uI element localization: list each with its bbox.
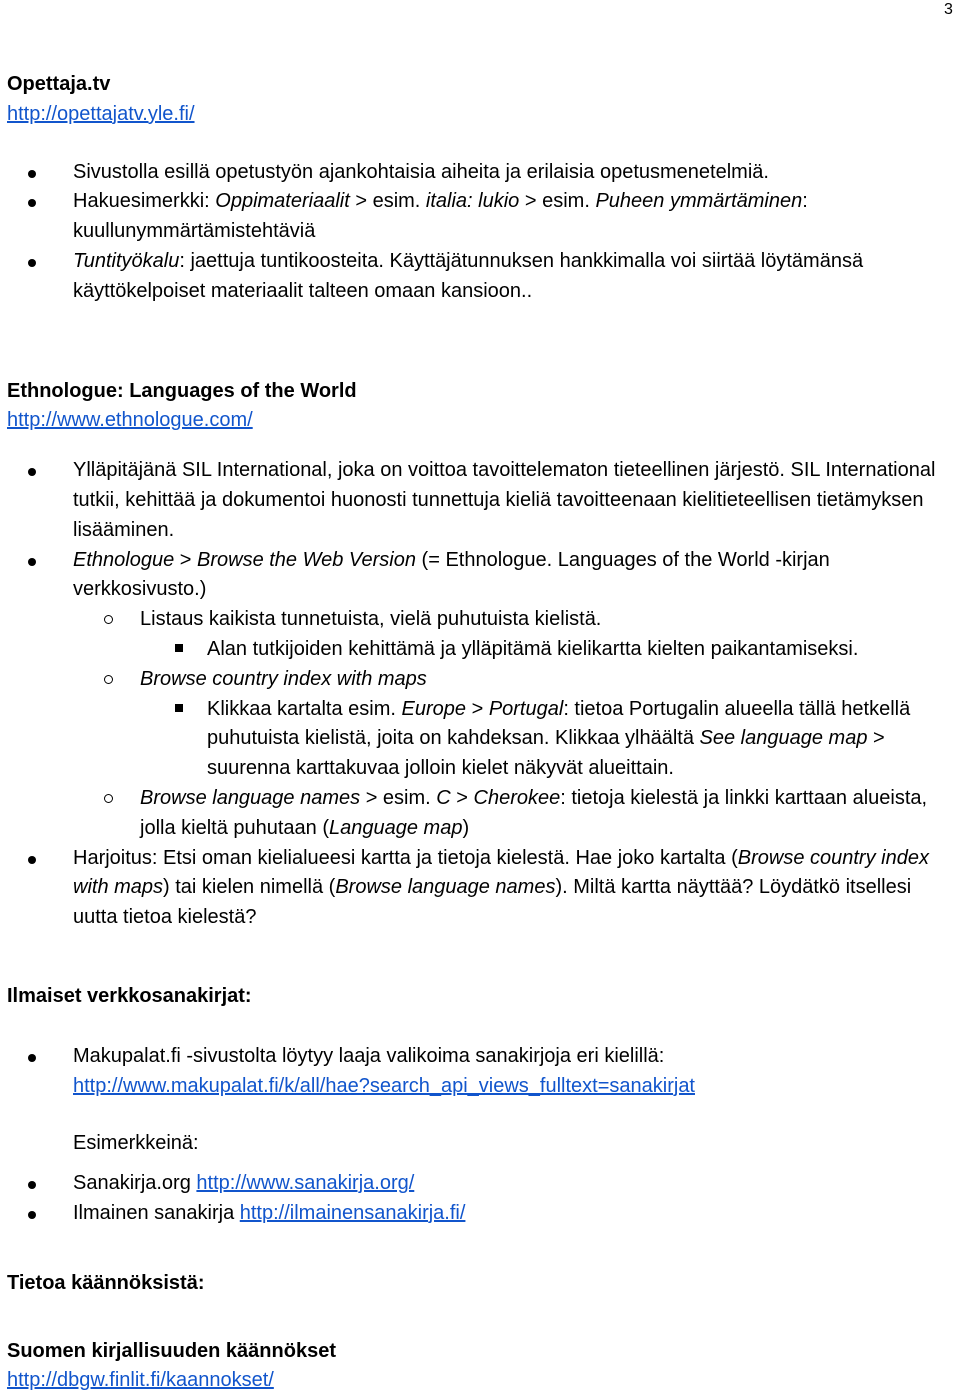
- list-opettaja: [7, 158, 947, 307]
- list-subsubitem: Alan tutkijoiden kehittämä ja ylläpitämä kielikartta kielten paikantamiseksi.: [7, 635, 947, 665]
- list-item: Tuntityökalu: jaettuja tuntikoosteita. Käyttäjätunnuksen hankkimalla voi siirtää löytämänsä käyttökelpoiset materiaalit talteen omaan kansioon..: [7, 247, 947, 307]
- link-makupalat[interactable]: http://www.makupalat.fi/k/all/hae?search_api_views_fulltext=sanakirjat: [73, 1074, 695, 1097]
- list-subitem: Browse country index with maps: [7, 665, 947, 695]
- link-opettaja[interactable]: http://opettajatv.yle.fi/: [7, 102, 195, 125]
- examples-label: Esimerkkeinä:: [73, 1132, 199, 1155]
- section-title-ilmaiset: Ilmaiset verkkosanakirjat:: [7, 984, 252, 1007]
- section-title-opettaja: Opettaja.tv: [7, 73, 111, 95]
- list-item: Harjoitus: Etsi oman kielialueesi kartta ja tietoja kielestä. Hae joko kartalta (Browse country index with maps) tai kielen nimellä (Browse language names). Miltä kartta näyttää? Löydätkö itsellesi uutta tietoa kielestä?: [7, 844, 947, 933]
- list-item: Ilmainen sanakirja http://ilmainensanakirja.fi/: [7, 1199, 947, 1229]
- list-item: Hakuesimerkki: Oppimateriaalit > esim. italia: lukio > esim. Puheen ymmärtäminen: kuullunymmärtämistehtäviä: [7, 187, 947, 247]
- list-examples: [7, 1169, 947, 1229]
- list-ethnologue: [7, 456, 947, 933]
- section-title-suomen: Suomen kirjallisuuden käännökset: [7, 1339, 336, 1362]
- list-item: Ethnologue > Browse the Web Version (= Ethnologue. Languages of the World -kirjan verkkosivusto.): [7, 546, 947, 606]
- link-sanakirja-org[interactable]: http://www.sanakirja.org/: [196, 1172, 415, 1195]
- list-item: Ylläpitäjänä SIL International, joka on voittoa tavoittelematon tieteellinen järjestö. SIL International tutkii, kehittää ja dokumentoi huonosti tunnettuja kieliä tavoitteenaan kielitieteellisen tietämyksen lisääminen.: [7, 456, 947, 545]
- list-subitem: Listaus kaikista tunnetuista, vielä puhutuista kielistä.: [7, 605, 947, 635]
- section-title-ethnologue: Ethnologue: Languages of the World: [7, 379, 357, 402]
- document-body: [7, 70, 947, 1396]
- section-title-tietoa: Tietoa käännöksistä:: [7, 1271, 205, 1294]
- list-ilmaiset: [7, 1042, 947, 1102]
- link-finlit[interactable]: http://dbgw.finlit.fi/kaannokset/: [7, 1369, 274, 1392]
- link-ethnologue[interactable]: http://www.ethnologue.com/: [7, 409, 253, 432]
- list-item: Makupalat.fi -sivustolta löytyy laaja valikoima sanakirjoja eri kielillä: http://www.makupalat.fi/k/all/hae?search_api_views_fulltext=sanakirjat: [7, 1042, 947, 1102]
- list-subsubitem: Klikkaa kartalta esim. Europe > Portugal: tietoa Portugalin alueella tällä hetkellä puhutuista kielistä, joita on kahdeksan. Klikkaa ylhäältä See language map > suurenna karttakuvaa jolloin kielet näkyvät alueittain.: [7, 695, 947, 784]
- list-item: Sanakirja.org http://www.sanakirja.org/: [7, 1169, 947, 1199]
- page-number: 3: [944, 1, 953, 18]
- link-ilmainensanakirja[interactable]: http://ilmainensanakirja.fi/: [239, 1201, 466, 1224]
- list-subitem: Browse language names > esim. C > Cherokee: tietoja kielestä ja linkki karttaan alueista, jolla kieltä puhutaan (Language map): [7, 784, 947, 844]
- list-item: Sivustolla esillä opetustyön ajankohtaisia aiheita ja erilaisia opetusmenetelmiä.: [7, 158, 947, 188]
